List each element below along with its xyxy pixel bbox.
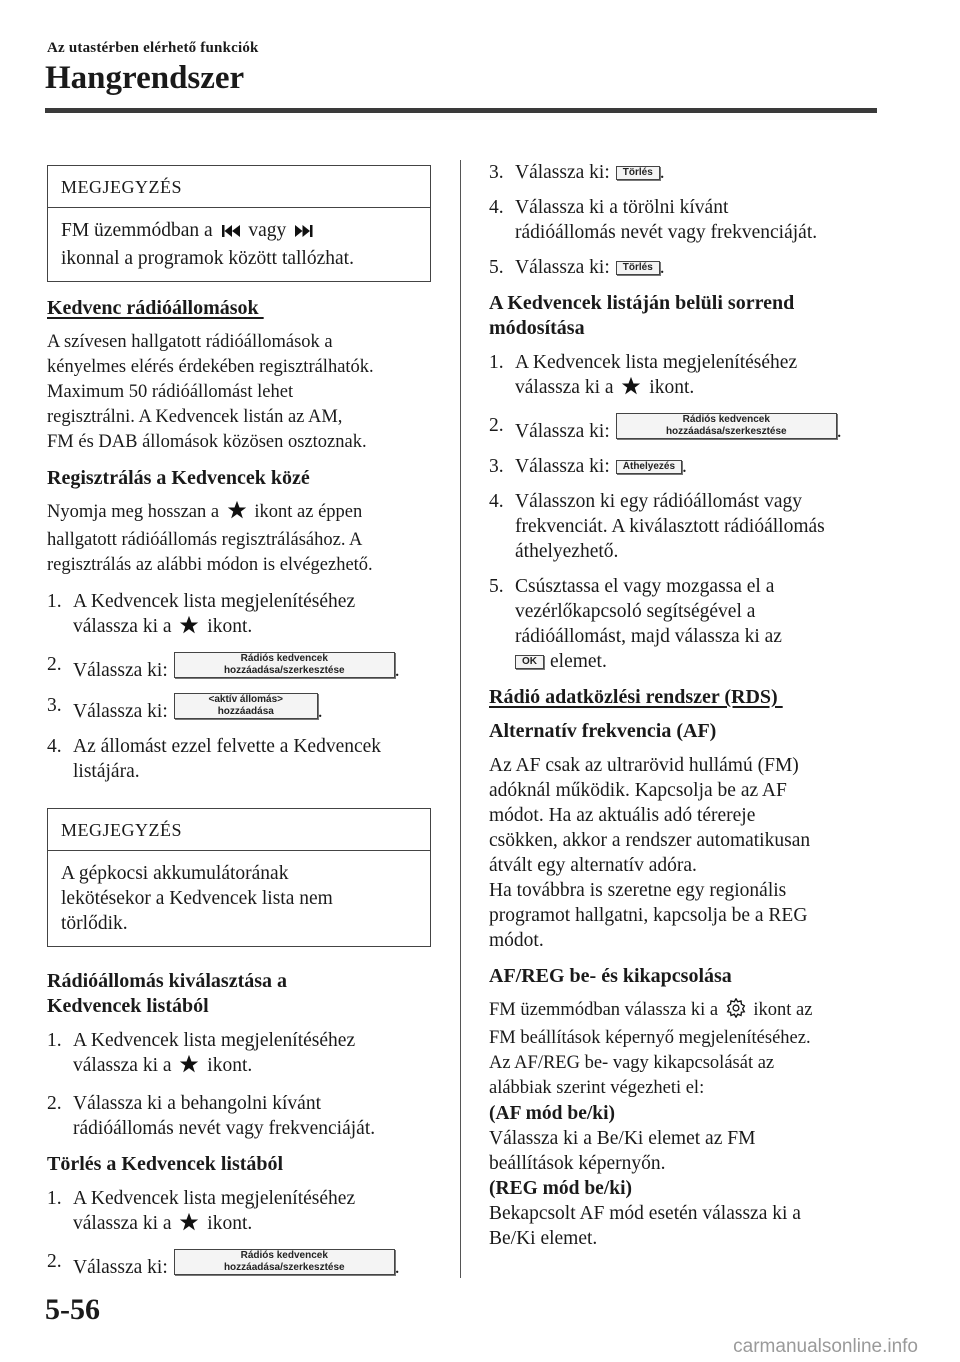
step-text: A Kedvencek lista megjelenítéséhez [73,1030,356,1051]
note-body [48,208,430,281]
text-line: A szívesen hallgatott rádióállomások a [47,332,333,352]
note-text: A gépkocsi akkumulátorának [61,863,289,884]
note-text: lekötésekor a Kedvencek lista nem [61,888,333,909]
text-line: Az AF/REG be- vagy kikapcsolását az [489,1053,775,1073]
step-text: Válassza ki: [73,701,168,722]
step-text: elemet. [550,651,607,672]
step-number: 1. [47,1030,62,1051]
skip-forward-icon [294,221,314,246]
step-item [489,255,884,280]
step-item [47,589,437,642]
step-text: Válassza ki a behangolni kívánt [73,1093,322,1114]
step-item [47,693,437,724]
step-text: . [682,456,687,477]
af-text [489,753,884,953]
afreg-heading: AF/REG be- és kikapcsolása [489,965,732,987]
step-item [489,489,884,564]
register-heading: Regisztrálás a Kedvencek közé [47,467,310,489]
step-text: rádióállomás nevét vagy frekvenciáját. [73,1118,376,1139]
step-item [489,454,884,479]
delete-steps-continued [489,160,884,280]
text-line: átvált egy alternatív adóra. [489,855,697,876]
column-divider [460,160,461,1278]
step-item [47,734,437,784]
register-text [47,500,437,578]
step-item [47,1249,437,1280]
text-line: hallgatott rádióállomás regisztrálásához. A [47,530,363,550]
text-line: Válassza ki a Be/Ki elemet az FM [489,1128,756,1149]
step-number: 3. [489,162,504,183]
star-icon [179,1212,199,1239]
step-text: ikont. [649,377,695,398]
text-line: csökken, akkor a rendszer automatikusan [489,830,811,851]
note-text: ikonnal a programok között tallózhat. [61,248,354,269]
delete-button[interactable]: Törlés [616,261,660,275]
step-item [489,195,884,245]
step-text: válassza ki a [73,616,172,637]
step-text: válassza ki a [73,1213,172,1234]
favorites-text [47,330,437,455]
note-text: FM üzemmódban a [61,220,213,241]
step-number: 4. [47,736,62,757]
add-edit-favorites-button[interactable]: Rádiós kedvencek hozzáadása/szerkesztése [616,413,837,439]
step-text: Válassza ki: [515,421,610,442]
delete-button[interactable]: Törlés [616,166,660,180]
afreg-text [489,998,884,1101]
step-number: 5. [489,257,504,278]
step-number: 1. [47,1188,62,1209]
text-line: regisztrálni. A Kedvencek listán az AM, [47,407,343,427]
text-line: Az AF csak az ultrarövid hullámú (FM) [489,755,799,776]
step-text: ikont. [207,1213,253,1234]
step-text: A Kedvencek lista megjelenítéséhez [73,591,356,612]
step-text: Válassza ki: [73,1257,168,1278]
text-line: FM üzemmódban válassza ki a [489,1000,719,1020]
add-active-station-button[interactable]: <aktív állomás> hozzáadása [174,693,318,719]
step-item [47,1028,437,1081]
right-column [489,160,884,1251]
step-text: Válassza ki: [515,257,610,278]
move-button[interactable]: Áthelyezés [616,460,682,474]
text-line: ikont az éppen [254,502,363,522]
step-text: A Kedvencek lista megjelenítéséhez [73,1188,356,1209]
heading-line: módosítása [489,317,585,339]
heading-line: Rádióállomás kiválasztása a [47,970,288,992]
order-heading [489,291,884,341]
page-title: Hangrendszer [45,60,245,96]
select-steps [47,1028,437,1141]
step-text: listájára. [73,761,140,782]
heading-line: Kedvencek listából [47,995,209,1017]
step-number: 2. [47,1251,62,1272]
text-line: Ha továbbra is szeretne egy regionális [489,880,787,901]
text-line: Bekapcsolt AF mód esetén válassza ki a [489,1203,801,1224]
favorites-heading: Kedvenc rádióállomások [47,297,264,319]
rds-heading: Rádió adatközlési rendszer (RDS) [489,686,783,708]
step-text: Az állomást ezzel felvette a Kedvencek [73,736,382,757]
star-icon [227,500,247,528]
delete-steps [47,1186,437,1280]
step-item [489,350,884,403]
step-text: . [659,257,665,278]
text-line: FM és DAB állomások közösen osztoznak. [47,432,367,452]
step-number: 3. [47,695,62,716]
add-edit-favorites-button[interactable]: Rádiós kedvencek hozzáadása/szerkesztése [174,652,395,678]
step-text: Válassza ki a törölni kívánt [515,197,729,218]
step-text: rádióállomást, majd válassza ki az [515,626,782,647]
step-text: Csúsztassa el vagy mozgassa el a [515,576,775,597]
step-item [489,160,884,185]
step-text: . [659,162,665,183]
step-item [489,413,884,444]
step-text: válassza ki a [515,377,614,398]
step-number: 2. [47,654,62,675]
step-text: . [317,701,323,722]
step-text: Válasszon ki egy rádióállomást vagy [515,491,803,512]
note-heading: MEGJEGYZÉS [48,166,430,208]
text-line: adóknál működik. Kapcsolja be az AF [489,780,787,801]
step-text: rádióállomás nevét vagy frekvenciáját. [515,222,818,243]
select-heading [47,969,437,1019]
register-steps [47,589,437,784]
star-icon [621,376,641,403]
text-line: regisztrálás az alábbi módon is elvégezhető. [47,555,373,575]
add-edit-favorites-button[interactable]: Rádiós kedvencek hozzáadása/szerkesztése [174,1249,395,1275]
step-text: Válassza ki: [73,660,168,681]
ok-button[interactable]: OK [515,655,544,669]
text-line: kényelmes elérés érdekében regisztrálhatók. [47,357,374,377]
text-line: alábbiak szerint végezheti el: [489,1078,705,1098]
reg-mode-block [489,1176,884,1251]
note-body [48,851,430,946]
step-text: áthelyezhető. [515,541,619,562]
step-text: . [836,421,842,442]
delete-heading: Törlés a Kedvencek listából [47,1153,284,1175]
skip-back-icon [221,221,241,246]
step-text: . [394,1257,400,1278]
af-heading: Alternatív frekvencia (AF) [489,720,717,742]
step-item [47,652,437,683]
step-number: 5. [489,576,504,597]
step-number: 4. [489,491,504,512]
left-column [47,160,437,1291]
step-number: 2. [489,415,504,436]
step-item [489,574,884,674]
step-text: frekvenciát. A kiválasztott rádióállomás [515,516,825,537]
text-line: ikont az [753,1000,813,1020]
step-number: 2. [47,1093,62,1114]
reg-mode-heading: (REG mód be/ki) [489,1178,633,1199]
gear-icon [726,998,746,1026]
order-steps [489,350,884,674]
step-text: ikont. [207,1055,253,1076]
step-text: A Kedvencek lista megjelenítéséhez [515,352,798,373]
note-box-seek [47,165,431,282]
section-label: Az utastérben elérhető funkciók [47,40,259,56]
step-text: válassza ki a [73,1055,172,1076]
step-text: vezérlőkapcsoló segítségével a [515,601,756,622]
note-text: vagy [248,220,287,241]
text-line: Maximum 50 rádióállomást lehet [47,382,294,402]
step-number: 4. [489,197,504,218]
step-item [47,1186,437,1239]
watermark: carmanualsonline.info [733,1336,918,1357]
note-text: törlődik. [61,913,128,934]
text-line: módot. [489,930,544,951]
text-line: programot hallgatni, kapcsolja be a REG [489,905,808,926]
text-line: Nyomja meg hosszan a [47,502,220,522]
step-number: 1. [489,352,504,373]
af-mode-heading: (AF mód be/ki) [489,1103,616,1124]
step-text: Válassza ki: [515,162,610,183]
step-number: 3. [489,456,504,477]
text-line: beállítások képernyőn. [489,1153,666,1174]
step-text: Válassza ki: [515,456,610,477]
text-line: módot. Ha az aktuális adó térereje [489,805,756,826]
note-box-battery [47,808,431,947]
page-number: 5-56 [45,1293,100,1326]
text-line: FM beállítások képernyő megjelenítéséhez. [489,1028,811,1048]
note-heading: MEGJEGYZÉS [48,809,430,851]
star-icon [179,615,199,642]
heading-line: A Kedvencek listáján belüli sorrend [489,292,795,314]
text-line: Be/Ki elemet. [489,1228,598,1249]
step-text: . [394,660,400,681]
step-text: ikont. [207,616,253,637]
step-number: 1. [47,591,62,612]
step-item [47,1091,437,1141]
header-rule [45,108,877,113]
af-mode-block [489,1101,884,1176]
star-icon [179,1054,199,1081]
